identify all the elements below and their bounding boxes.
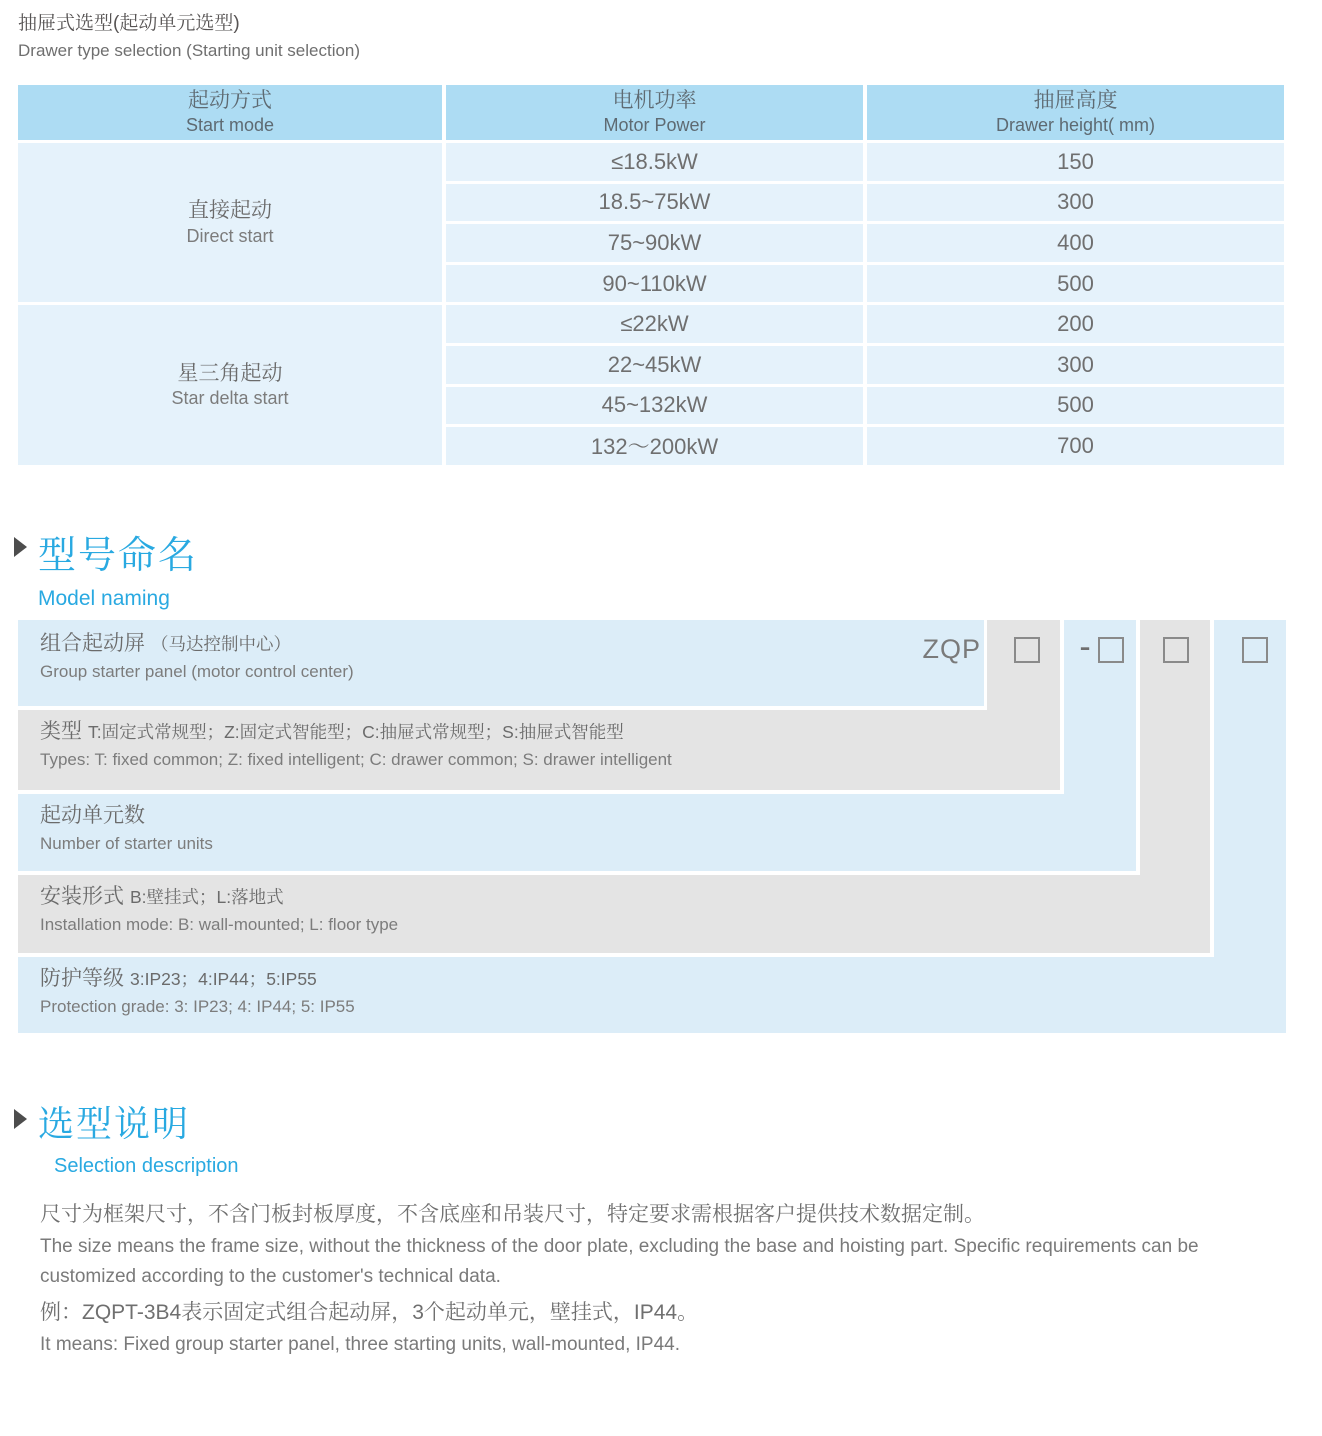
diagram-col-protection-stripe: [1214, 620, 1286, 1033]
row4-cn-sub: B:壁挂式；L:落地式: [130, 887, 284, 907]
table-cell-power: 75~90kW: [446, 224, 863, 262]
row3-en: Number of starter units: [40, 834, 213, 853]
model-naming-title-cn: 型号命名: [38, 535, 199, 577]
group-direct-start-cn: 直接起动: [188, 199, 272, 223]
table-cell-height: 500: [867, 265, 1284, 303]
row5-en: Protection grade: 3: IP23; 4: IP44; 5: IP55: [40, 997, 355, 1016]
table-cell-power: 18.5~75kW: [446, 184, 863, 222]
table-header-motor-power: [446, 85, 863, 140]
row5-cn-sub: 3:IP23；4:IP44；5:IP55: [130, 969, 317, 989]
section-arrow-icon: [14, 537, 27, 557]
header-drawer-height-cn: 抽屉高度: [1033, 89, 1118, 113]
group-star-delta-start: [18, 305, 442, 464]
selection-description-title-en: Selection description: [54, 1155, 239, 1177]
diagram-row-installation-mode: [40, 886, 398, 933]
table-cell-power: 132～200kW: [446, 427, 863, 465]
selection-description-title-cn: 选型说明: [38, 1103, 191, 1144]
table-cell-power: 22~45kW: [446, 346, 863, 384]
model-prefix: ZQP: [922, 634, 981, 664]
header-start-mode-cn: 起动方式: [188, 89, 272, 113]
header-motor-power-cn: 电机功率: [612, 89, 697, 113]
page-title: [18, 8, 360, 61]
diagram-col-install-stripe: [1140, 620, 1210, 953]
diagram-row-starter-units: [40, 805, 213, 852]
table-cell-height: 300: [867, 346, 1284, 384]
group-direct-start: [18, 143, 442, 302]
table-cell-height: 700: [867, 427, 1284, 465]
section-arrow-icon: [14, 1109, 27, 1129]
page-title-cn: 抽屉式选型(起动单元选型): [18, 13, 240, 34]
diagram-row-types: [40, 721, 672, 768]
drawer-selection-table: [18, 85, 1284, 465]
code-box-protection: [1242, 637, 1268, 663]
model-dash: -: [1079, 628, 1091, 666]
group-star-delta-start-cn: 星三角起动: [177, 361, 283, 385]
diagram-row-group-starter-panel: [40, 633, 354, 680]
table-cell-height: 150: [867, 143, 1284, 181]
description-line: The size means the frame size, without the thickness of the door plate, excluding the base and hoisting part. Specific requirements can be: [40, 1236, 1199, 1257]
group-direct-start-en: Direct start: [186, 225, 274, 246]
row3-cn: 起动单元数: [40, 804, 145, 827]
description-line: customized according to the customer's technical data.: [40, 1266, 501, 1287]
description-line: 例：ZQPT-3B4表示固定式组合起动屏，3个起动单元，壁挂式，IP44。: [40, 1301, 699, 1324]
table-cell-power: 45~132kW: [446, 387, 863, 425]
row2-en: Types: T: fixed common; Z: fixed intelligent; C: drawer common; S: drawer intelligent: [40, 750, 672, 769]
table-cell-power: 90~110kW: [446, 265, 863, 303]
header-motor-power-en: Motor Power: [603, 115, 706, 136]
table-header-start-mode: [18, 85, 442, 140]
code-box-units: [1098, 637, 1124, 663]
row4-en: Installation mode: B: wall-mounted; L: floor type: [40, 915, 399, 934]
group-star-delta-start-en: Star delta start: [171, 388, 289, 409]
selection-description-heading: [14, 1096, 239, 1178]
row1-cn-sub: （马达控制中心）: [151, 634, 291, 654]
model-naming-title-en: Model naming: [38, 587, 170, 610]
code-box-install: [1163, 637, 1189, 663]
code-box-type: [1014, 637, 1040, 663]
page-title-en: Drawer type selection (Starting unit selection): [18, 41, 361, 60]
header-start-mode-en: Start mode: [185, 115, 275, 136]
header-drawer-height-en: Drawer height( mm): [995, 115, 1156, 136]
table-header-drawer-height: [867, 85, 1284, 140]
row1-en: Group starter panel (motor control center): [40, 662, 354, 681]
table-cell-power: ≤18.5kW: [446, 143, 863, 181]
table-cell-height: 400: [867, 224, 1284, 262]
table-cell-height: 300: [867, 184, 1284, 222]
description-line: It means: Fixed group starter panel, three starting units, wall-mounted, IP44.: [40, 1334, 680, 1355]
table-cell-height: 200: [867, 305, 1284, 343]
row5-cn: 防护等级: [40, 967, 124, 990]
diagram-row-protection-grade: [40, 968, 355, 1015]
model-naming-diagram: [18, 620, 1286, 1035]
table-cell-height: 500: [867, 387, 1284, 425]
table-cell-power: ≤22kW: [446, 305, 863, 343]
description-line: 尺寸为框架尺寸，不含门板封板厚度，不含底座和吊装尺寸，特定要求需根据客户提供技术数据定制。: [40, 1203, 985, 1226]
selection-description-body: [40, 1198, 1295, 1364]
model-naming-heading: [14, 524, 198, 611]
row1-cn: 组合起动屏: [40, 632, 145, 655]
row4-cn: 安装形式: [40, 885, 124, 908]
row2-cn-sub: T:固定式常规型；Z:固定式智能型；C:抽屉式常规型；S:抽屉式智能型: [88, 722, 624, 742]
row2-cn: 类型: [40, 720, 82, 743]
